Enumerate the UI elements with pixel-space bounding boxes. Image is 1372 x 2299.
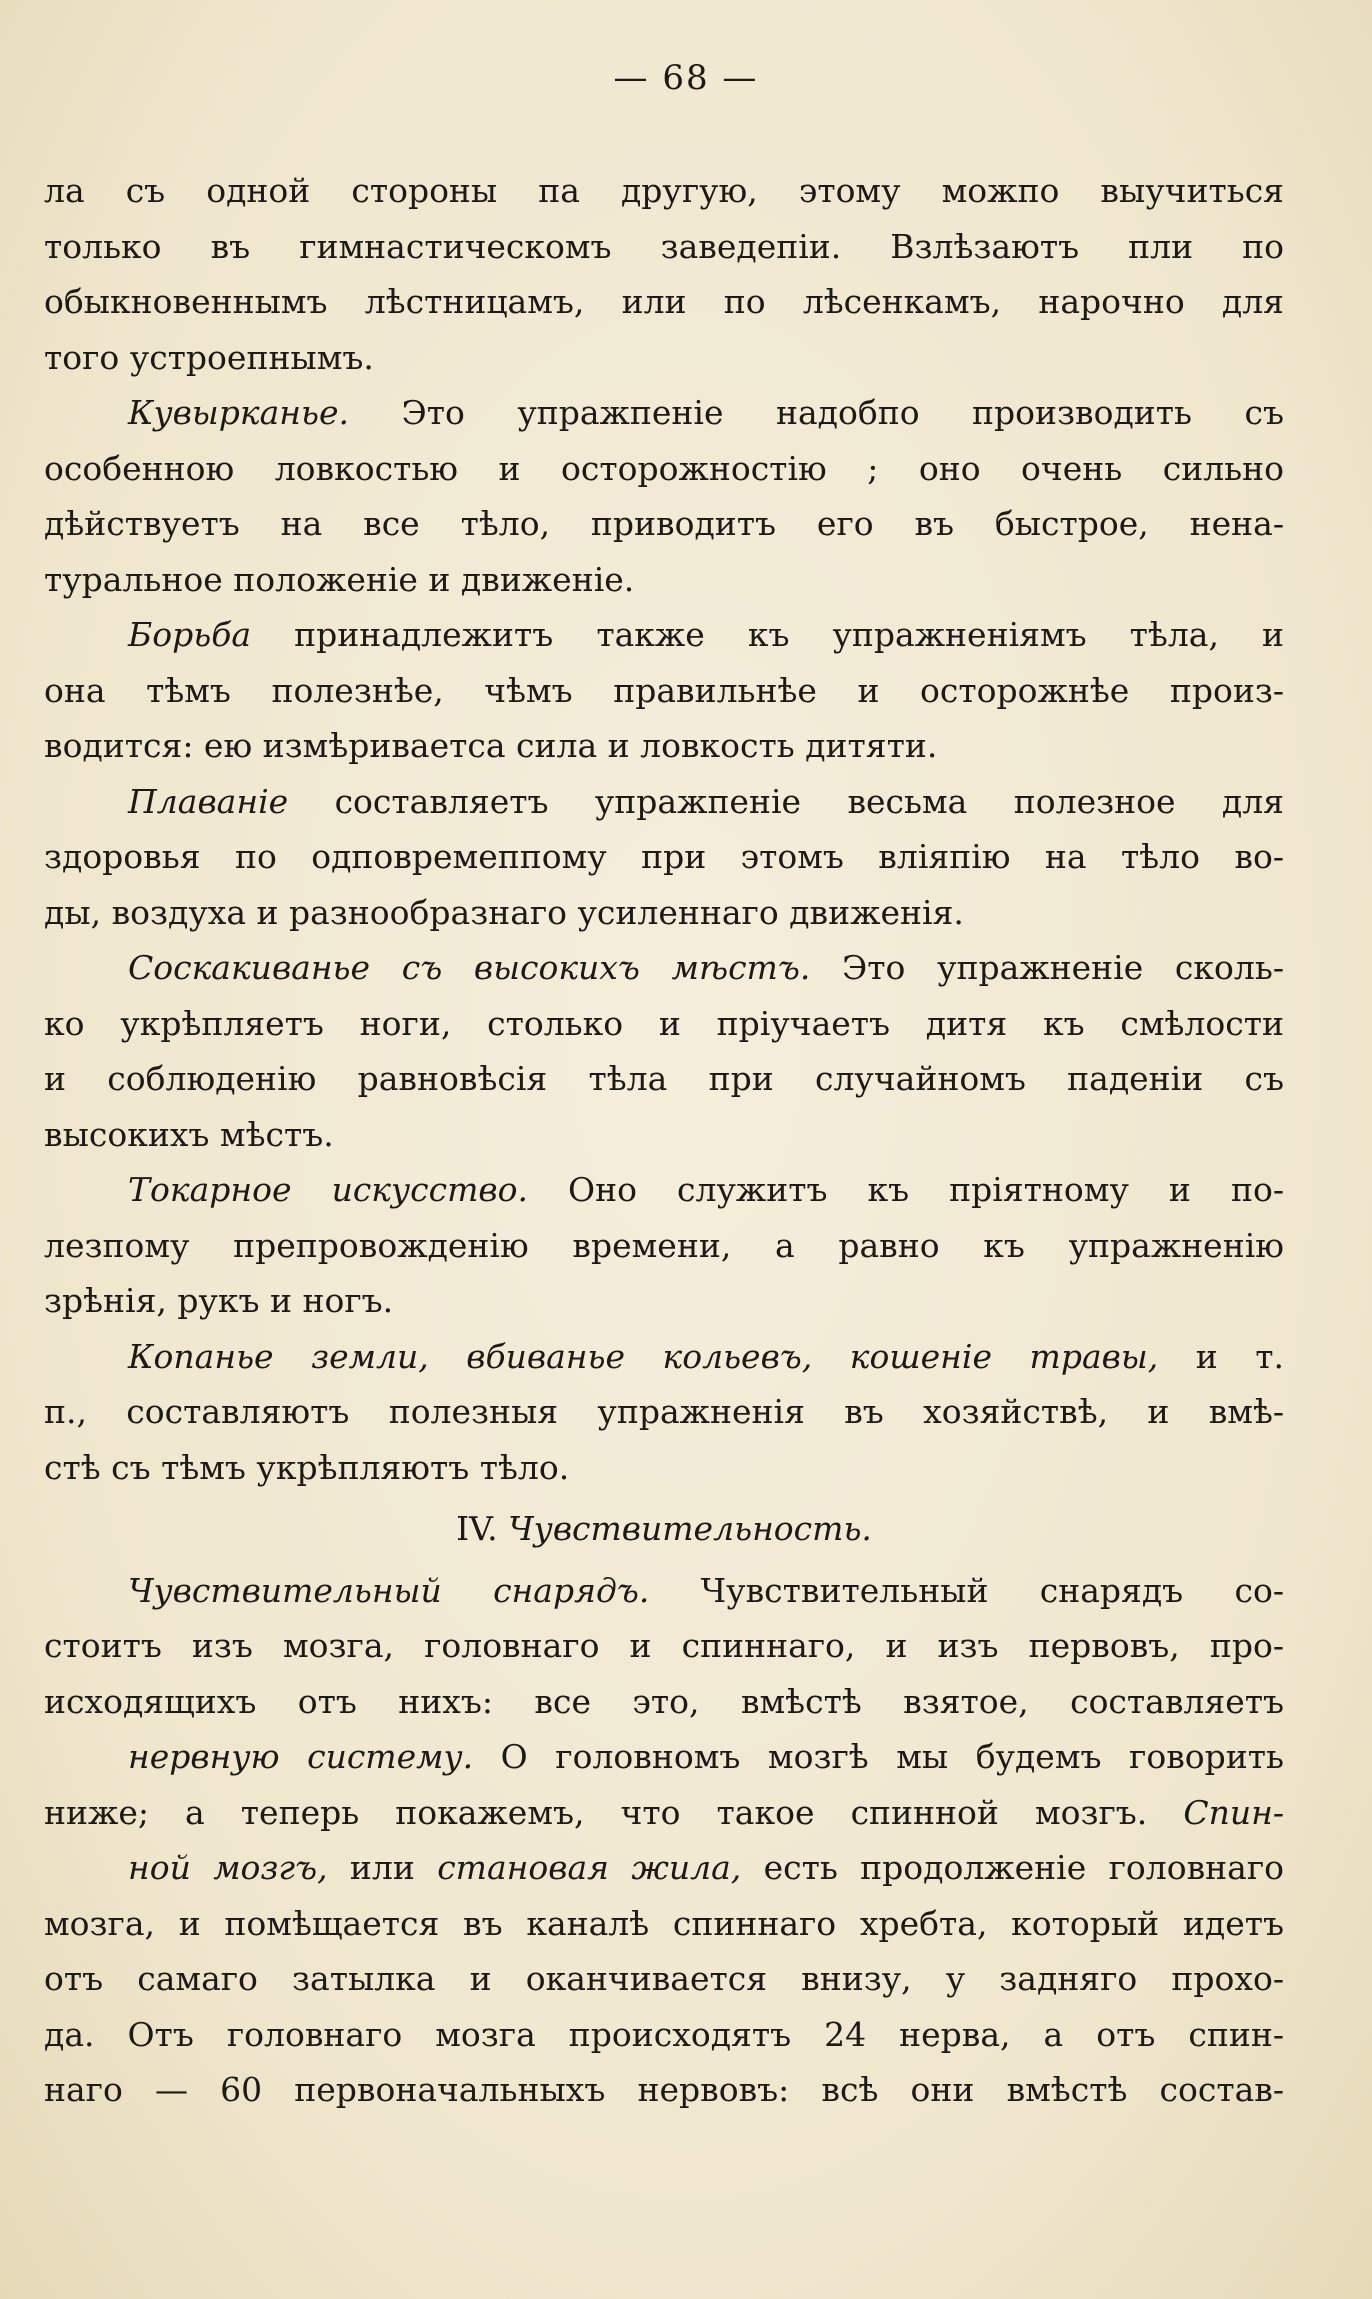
line-text: наго — 60 первоначальныхъ нервовъ: всѣ они вмѣстѣ состав- <box>44 2070 1284 2109</box>
line-text: обыкновеннымъ лѣстницамъ, или по лѣсенкамъ, нарочно для <box>44 282 1284 321</box>
section-title: Чувствительность. <box>508 1509 872 1548</box>
line-text: и соблюденію равновѣсія тѣла при случайномъ паденіи съ <box>44 1059 1284 1098</box>
line-text: зрѣнія, рукъ и ногъ. <box>44 1281 394 1320</box>
line-text: Чувствительный снарядъ со- <box>649 1570 1284 1610</box>
text-line <box>44 1896 1284 1952</box>
text-line <box>44 885 1284 941</box>
line-text: здоровья по одповремеппому при этомъ вліяпію на тѣло во- <box>44 837 1284 876</box>
line-text: О головномъ мозгѣ мы будемъ говорить <box>473 1737 1284 1776</box>
text-line <box>44 385 1284 441</box>
text-line <box>44 1440 1284 1496</box>
line-text: мозга, и помѣщается въ каналѣ спиннаго хребта, который идетъ <box>44 1903 1284 1943</box>
text-line <box>44 1563 1284 1619</box>
text-line <box>44 774 1284 830</box>
line-text: лезпому препровожденію времени, а равно къ упражненію <box>44 1225 1284 1265</box>
text-line <box>44 996 1284 1052</box>
italic-term: становая жила, <box>437 1848 742 1887</box>
text-line <box>44 163 1284 219</box>
text-line <box>44 940 1284 996</box>
line-text: принадлежитъ также къ упражненіямъ тѣла, и <box>251 615 1284 654</box>
text-line <box>44 1785 1284 1841</box>
text-line <box>44 607 1284 663</box>
text-line <box>44 1618 1284 1674</box>
text-line <box>44 1107 1284 1163</box>
section-heading <box>44 1501 1284 1557</box>
line-text: дѣйствуетъ на все тѣло, приводитъ его въ быстрое, нена- <box>44 504 1284 543</box>
text-line <box>44 441 1284 497</box>
line-text: Это упражненіе сколь- <box>810 948 1284 987</box>
paragraphs-before-heading <box>44 163 1284 1495</box>
text-line <box>44 1674 1284 1730</box>
line-text: п., составляютъ полезныя упражненія въ хозяйствѣ, и вмѣ- <box>44 1392 1284 1431</box>
italic-term: Плаваніе <box>128 781 289 821</box>
italic-term: Спин- <box>1183 1792 1284 1832</box>
text-line <box>44 1951 1284 2007</box>
text-line <box>44 1273 1284 1329</box>
line-text: отъ самаго затылка и оканчивается внизу, у задняго прохо- <box>44 1959 1284 1998</box>
line-text: туральное положеніе и движеніе. <box>44 559 635 599</box>
text-line <box>44 330 1284 386</box>
text-line <box>44 663 1284 719</box>
text-line <box>44 552 1284 608</box>
line-text: стѣ съ тѣмъ укрѣпляютъ тѣло. <box>44 1447 570 1487</box>
italic-term: Чувствительный снарядъ. <box>128 1570 650 1610</box>
text-line <box>44 496 1284 552</box>
line-text: есть продолженіе головнаго <box>741 1848 1284 1887</box>
line-text: и т. <box>1158 1336 1284 1376</box>
text-line <box>44 1162 1284 1218</box>
line-text: или <box>327 1848 438 1887</box>
paragraphs-after-heading <box>44 1563 1284 2118</box>
italic-term: ной мозгъ, <box>128 1848 328 1887</box>
text-line <box>44 1051 1284 1107</box>
page-number: — 68 — <box>613 58 759 98</box>
text-line <box>44 1218 1284 1274</box>
italic-term: нервную систему. <box>128 1737 474 1776</box>
line-text: ниже; а теперь покажемъ, что такое спинной мозгъ. <box>44 1792 1184 1832</box>
italic-term: Копанье земли, вбиванье кольевъ, кошеніе травы, <box>128 1336 1159 1376</box>
line-text: Это упражпеніе надобпо производить съ <box>349 393 1284 432</box>
italic-term: Соскакиванье съ высокихъ мѣстъ. <box>128 948 811 987</box>
line-text: ды, воздуха и разнообразнаго усиленнаго движенія. <box>44 892 964 932</box>
line-text: да. Отъ головнаго мозга происходятъ 24 нерва, а отъ спин- <box>44 2014 1284 2054</box>
line-text: стоитъ изъ мозга, головнаго и спиннаго, и изъ первовъ, про- <box>44 1626 1284 1665</box>
line-text: ко укрѣпляетъ ноги, столько и пріучаетъ дитя къ смѣлости <box>44 1003 1284 1043</box>
line-text: составляетъ упражпеніе весьма полезное для <box>288 781 1284 821</box>
line-text: исходящихъ отъ нихъ: все это, вмѣстѣ взятое, составляетъ <box>44 1681 1284 1721</box>
page-text <box>44 163 1284 2118</box>
italic-term: Кувырканье. <box>128 393 349 432</box>
line-text: она тѣмъ полезнѣе, чѣмъ правильнѣе и осторожнѣе произ- <box>44 670 1284 710</box>
section-number: IV. <box>456 1509 498 1548</box>
text-line <box>44 2062 1284 2118</box>
line-text: только въ гимнастическомъ заведепіи. Взлѣзаютъ пли по <box>44 226 1284 266</box>
italic-term: Токарное искусство. <box>128 1170 528 1209</box>
italic-term: Борьба <box>128 615 252 654</box>
text-line <box>44 1329 1284 1385</box>
line-text: высокихъ мѣстъ. <box>44 1114 334 1154</box>
text-line <box>44 1840 1284 1896</box>
line-text: Оно служитъ къ пріятному и по- <box>527 1170 1284 1209</box>
text-line <box>44 718 1284 774</box>
text-line <box>44 829 1284 885</box>
text-line <box>44 2007 1284 2063</box>
line-text: водится: ею измѣриваетса сила и ловкость дитяти. <box>44 726 938 765</box>
text-line <box>44 1384 1284 1440</box>
text-line <box>44 1729 1284 1785</box>
text-line <box>44 219 1284 275</box>
line-text: особенною ловкостью и осторожностію ; оно очень сильно <box>44 448 1284 488</box>
line-text: того устроепнымъ. <box>44 337 374 377</box>
line-text: ла съ одной стороны па другую, этому можпо выучиться <box>44 171 1284 210</box>
text-line <box>44 274 1284 330</box>
